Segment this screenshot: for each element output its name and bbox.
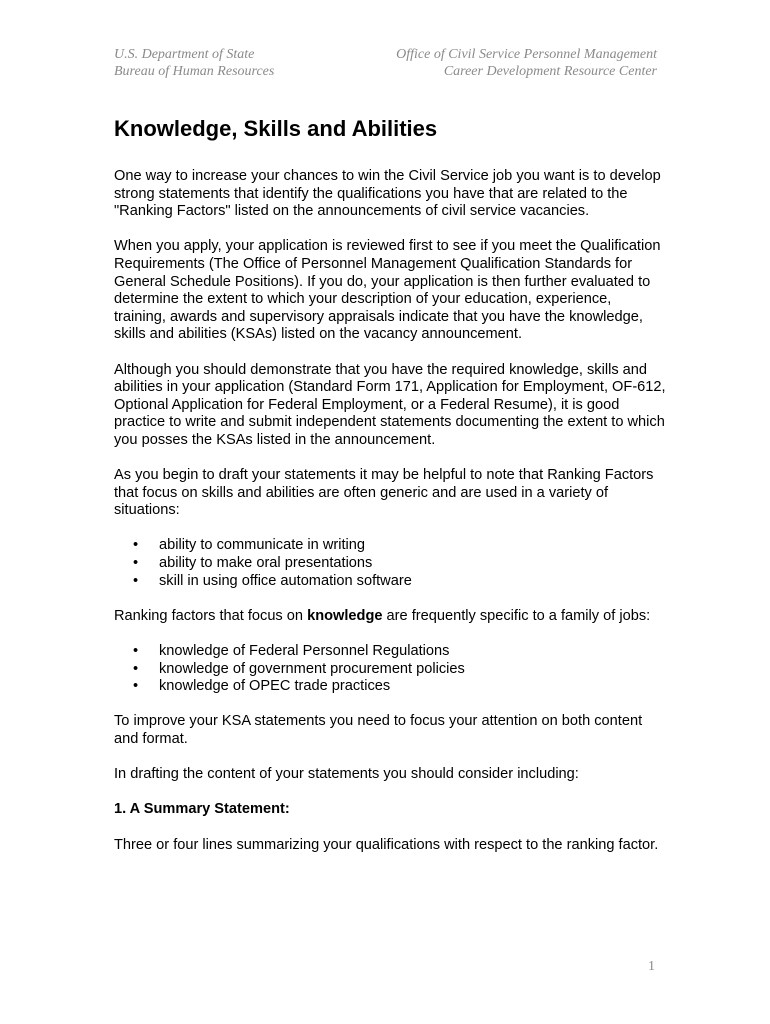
header-department: U.S. Department of State xyxy=(114,47,255,62)
list-item: • skill in using office automation software xyxy=(159,573,666,591)
document-body xyxy=(114,114,666,872)
page-number: 1 xyxy=(648,959,655,974)
header-center: Career Development Resource Center xyxy=(443,64,657,79)
intro-paragraph: One way to increase your chances to win the Civil Service job you want is to develop strong statements that identify the qualifications you have that are related to the "Ranking Factors" listed on the announcements of civil service vacancies. xyxy=(114,168,661,220)
practice-paragraph: Although you should demonstrate that you have the required knowledge, skills and abilities in your application (Standard Form 171, Application for Employment, OF-612, Optional Application for Federal Employment, or a Federal Resume), it is good practice to write and submit independent statements documenting the extent to which you posses the KSAs listed in the announcement. xyxy=(114,361,666,448)
knowledge-list xyxy=(114,643,666,696)
header-office: Office of Civil Service Personnel Management xyxy=(396,47,657,62)
header-right xyxy=(396,46,657,80)
knowledge-emphasis: knowledge xyxy=(307,607,383,624)
drafting-paragraph: In drafting the content of your statements you should consider including: xyxy=(114,766,579,783)
list-item: • ability to make oral presentations xyxy=(159,555,666,573)
review-paragraph: When you apply, your application is reviewed first to see if you meet the Qualification Requirements (The Office of Personnel Management Qualification Standards for General Schedule Positions). If you do, your application is then further evaluated to determine the extent to which your description of your education, experience, training, awards and supervisory appraisals indicate that you have the knowledge, skills and abilities (KSAs) listed on the vacancy announcement. xyxy=(114,238,661,343)
list-item: • knowledge of Federal Personnel Regulations xyxy=(159,643,666,661)
list-item: • knowledge of OPEC trade practices xyxy=(159,678,666,696)
list-item: • knowledge of government procurement policies xyxy=(159,661,666,679)
knowledge-paragraph xyxy=(114,608,666,626)
knowledge-text-before: Ranking factors that focus on xyxy=(114,607,308,624)
skills-list xyxy=(114,537,666,590)
improve-paragraph: To improve your KSA statements you need to focus your attention on both content and format. xyxy=(114,713,643,747)
knowledge-text-after: are frequently specific to a family of jobs: xyxy=(382,607,651,624)
ranking-factors-paragraph: As you begin to draft your statements it may be helpful to note that Ranking Factors that focus on skills and abilities are often generic and are used in a variety of situations: xyxy=(114,467,654,519)
summary-paragraph: Three or four lines summarizing your qualifications with respect to the ranking factor. xyxy=(114,836,659,853)
page-title: Knowledge, Skills and Abilities xyxy=(114,116,438,141)
list-item: • ability to communicate in writing xyxy=(159,537,666,555)
header-bureau: Bureau of Human Resources xyxy=(114,64,275,79)
section-heading: 1. A Summary Statement: xyxy=(114,801,290,818)
header-left xyxy=(114,46,274,80)
